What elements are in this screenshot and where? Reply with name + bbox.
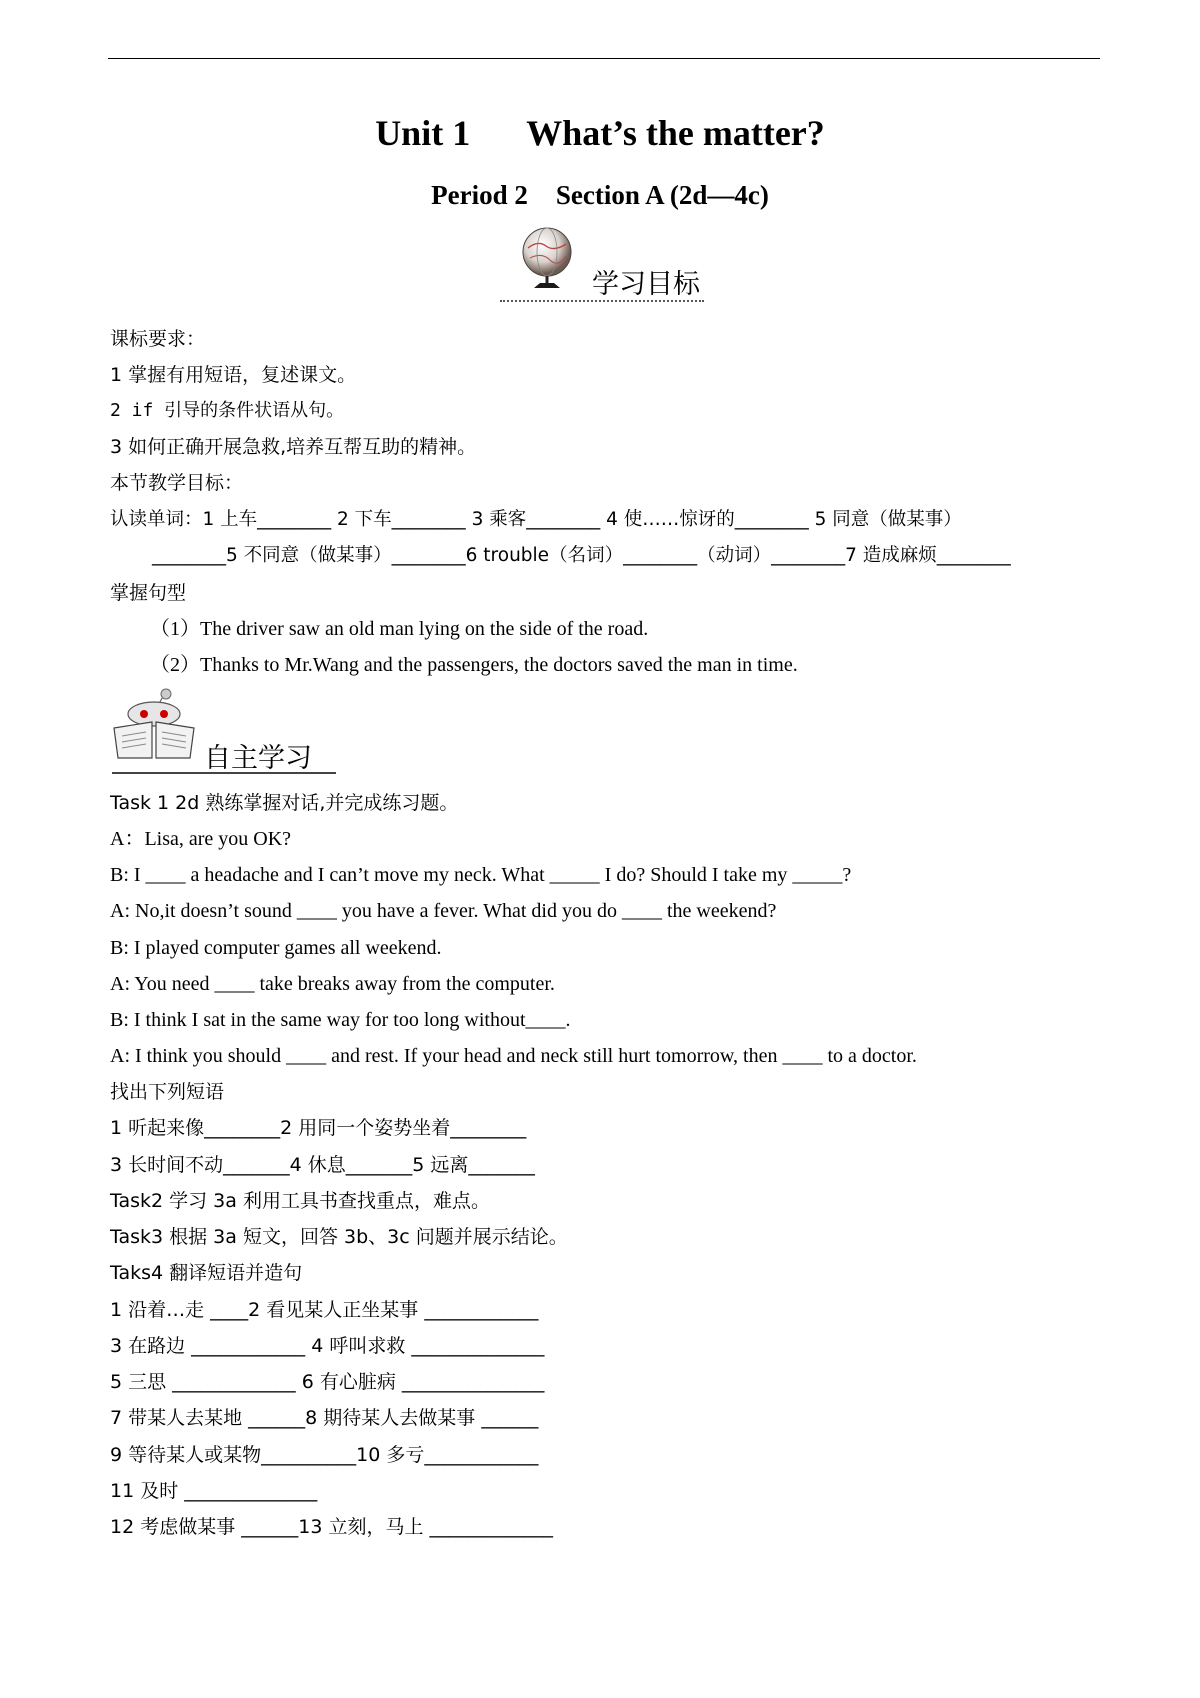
task-line: Taks4 翻译短语并造句 <box>110 1262 303 1284</box>
dialogue-line: B: I think I sat in the same way for too long without____. <box>110 1009 571 1031</box>
phrase-line: 11 及时 ______________ <box>110 1480 318 1502</box>
unit-number: Unit 1 <box>375 113 471 153</box>
text-line: 找出下列短语 <box>110 1081 225 1103</box>
sentence-line: （2）Thanks to Mr.Wang and the passengers, the doctors saved the man in time. <box>150 654 798 676</box>
text-line: 掌握句型 <box>110 582 187 604</box>
phrase-line: 3 长时间不动_______4 休息_______5 远离_______ <box>110 1154 535 1176</box>
section-heading-underline <box>112 772 336 774</box>
phrase-line: 1 沿着…走 ____2 看见某人正坐某事 ____________ <box>110 1299 539 1321</box>
unit-title <box>0 112 1200 154</box>
task-line: Task2 学习 3a 利用工具书查找重点，难点。 <box>110 1190 490 1212</box>
phrase-line: 1 听起来像________2 用同一个姿势坐着________ <box>110 1117 527 1139</box>
phrase-line: 12 考虑做某事 ______13 立刻，马上 _____________ <box>110 1516 554 1538</box>
text-line: 本节教学目标： <box>110 472 244 494</box>
unit-name: What’s the matter? <box>526 113 825 153</box>
text-line: 课标要求： <box>110 328 206 350</box>
dialogue-line: A: I think you should ____ and rest. If your head and neck still hurt tomorrow, then ____ to a doctor. <box>110 1045 917 1067</box>
vocab-line: ________5 不同意（做某事）________6 trouble（名词）________（动词）________7 造成麻烦________ <box>152 545 1011 566</box>
text-line: 2 if 引导的条件状语从句。 <box>110 400 345 421</box>
sentence-line: （1）The driver saw an old man lying on the side of the road. <box>150 618 649 640</box>
reading-robot-icon <box>108 684 200 762</box>
phrase-line: 3 在路边 ____________ 4 呼叫求救 ______________ <box>110 1335 545 1357</box>
section-heading-underline <box>500 300 704 302</box>
dialogue-line: B: I ____ a headache and I can’t move my neck. What _____ I do? Should I take my _____? <box>110 864 852 886</box>
section-label: Section A (2d—4c) <box>555 180 769 210</box>
task-line: Task3 根据 3a 短文，回答 3b、3c 问题并展示结论。 <box>110 1226 568 1248</box>
dialogue-line: A：Lisa, are you OK? <box>110 828 292 850</box>
period-label: Period 2 <box>431 180 528 210</box>
phrase-line: 7 带某人去某地 ______8 期待某人去做某事 ______ <box>110 1407 539 1429</box>
globe-icon <box>516 226 578 296</box>
dialogue-line: A: No,it doesn’t sound ____ you have a fever. What did you do ____ the weekend? <box>110 900 777 922</box>
dialogue-line: A: You need ____ take breaks away from the computer. <box>110 973 555 995</box>
dialogue-line: B: I played computer games all weekend. <box>110 937 442 959</box>
phrase-line: 9 等待某人或某物__________10 多亏____________ <box>110 1444 539 1466</box>
period-subtitle <box>0 180 1200 211</box>
section-heading-selfstudy: 自主学习 <box>204 743 312 774</box>
text-line: 3 如何正确开展急救,培养互帮互助的精神。 <box>110 436 477 458</box>
header-rule <box>108 58 1100 59</box>
section-heading-goals: 学习目标 <box>592 269 700 300</box>
vocab-line: 认读单词：1 上车________ 2 下车________ 3 乘客________ 4 使……惊讶的________ 5 同意（做某事） <box>110 509 962 530</box>
phrase-line: 5 三思 _____________ 6 有心脏病 _______________ <box>110 1371 545 1393</box>
task-line: Task 1 2d 熟练掌握对话,并完成练习题。 <box>110 792 459 814</box>
text-line: 1 掌握有用短语，复述课文。 <box>110 364 357 386</box>
